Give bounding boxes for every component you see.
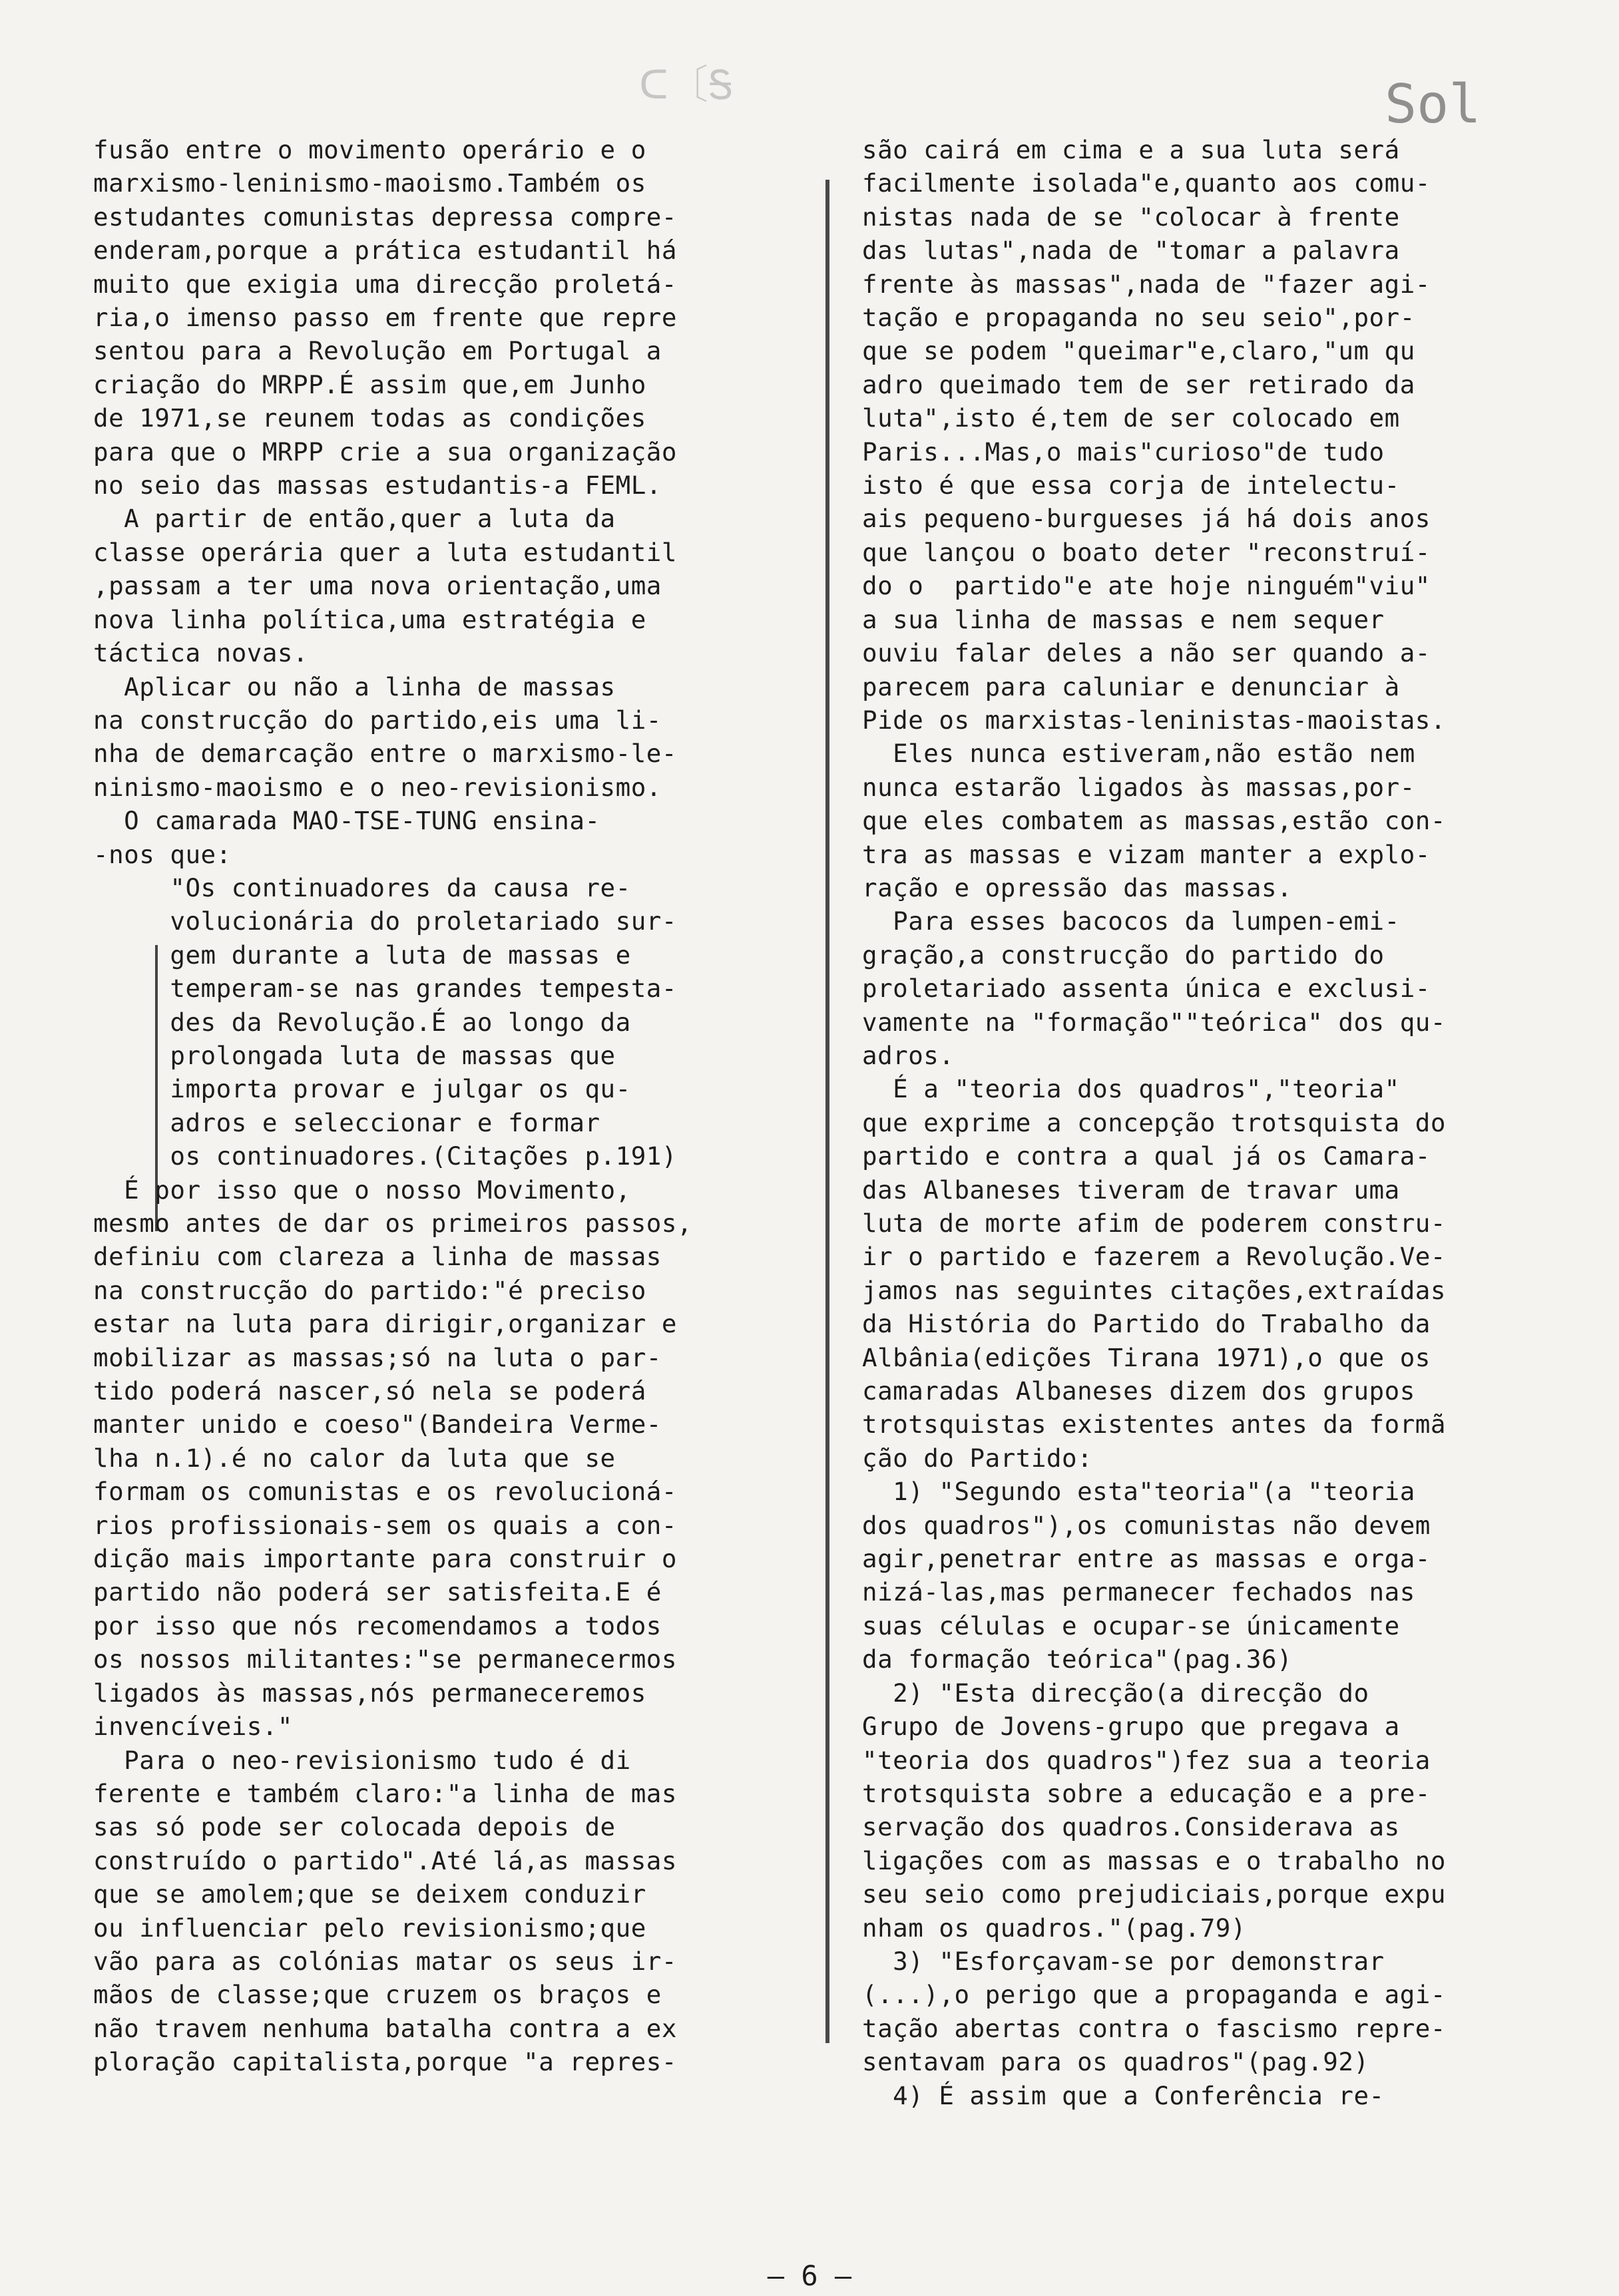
text-line: trotsquistas existentes antes da formã [862, 1410, 1446, 1439]
text-line: por isso que nós recomendamos a todos [93, 1611, 662, 1640]
text-line: da formação teórica"(pag.36) [862, 1644, 1293, 1674]
text-line: partido e contra a qual já os Camara- [862, 1141, 1431, 1171]
text-line: rios profissionais-sem os quais a con- [93, 1510, 677, 1540]
text-line: vamente na "formação""teórica" dos qu- [862, 1007, 1446, 1037]
text-line: que exprime a concepção trotsquista do [862, 1107, 1446, 1137]
text-line: enderam,porque a prática estudantil há [93, 236, 677, 266]
text-line: (...),o perigo que a propaganda e agi- [862, 1980, 1446, 2010]
text-line: dos quadros"),os comunistas não devem [862, 1510, 1431, 1540]
text-line: marxismo-leninismo-maoismo.Também os [93, 168, 646, 198]
text-line: trotsquista sobre a educação e a pre- [862, 1778, 1431, 1808]
text-line: formam os comunistas e os revolucioná- [93, 1477, 677, 1507]
text-line: É por isso que o nosso Movimento, [93, 1175, 631, 1205]
text-line: sas só pode ser colocada depois de [93, 1812, 616, 1842]
text-line: partido não poderá ser satisfeita.E é [93, 1577, 662, 1607]
text-line: ais pequeno-burgueses já há dois anos [862, 504, 1431, 534]
text-line: Pide os marxistas-leninistas-maoistas. [862, 705, 1446, 735]
text-line: A partir de então,quer a luta da [93, 504, 616, 534]
text-line: 4) É assim que a Conferência re- [862, 2080, 1385, 2110]
text-line: fusão entre o movimento operário e o [93, 135, 646, 164]
text-line: ligações com as massas e o trabalho no [862, 1845, 1446, 1875]
text-line: ninismo-maoismo e o neo-revisionismo. [93, 772, 662, 802]
text-line: 1) "Segundo esta"teoria"(a "teoria [862, 1477, 1415, 1507]
text-line: que eles combatem as massas,estão con- [862, 806, 1446, 836]
text-line: da História do Partido do Trabalho da [862, 1309, 1431, 1339]
text-line: sentou para a Revolução em Portugal a [93, 336, 662, 366]
text-line: camaradas Albaneses dizem dos grupos [862, 1376, 1415, 1406]
text-line: jamos nas seguintes citações,extraídas [862, 1275, 1446, 1305]
text-line: ligados às massas,nós permaneceremos [93, 1678, 646, 1708]
text-line: mãos de classe;que cruzem os braços e [93, 1980, 662, 2010]
text-line: ou influenciar pelo revisionismo;que [93, 1913, 646, 1943]
text-line: facilmente isolada"e,quanto aos comu- [862, 168, 1431, 198]
text-line: Aplicar ou não a linha de massas [93, 671, 616, 701]
text-line: nunca estarão ligados às massas,por- [862, 772, 1415, 802]
text-line: ferente e também claro:"a linha de mas [93, 1778, 677, 1808]
text-line: ouviu falar deles a não ser quando a- [862, 638, 1431, 668]
text-line: ploração capitalista,porque "a repres- [93, 2047, 677, 2077]
text-line: lha n.1).é no calor da luta que se [93, 1443, 616, 1473]
text-line: Eles nunca estiveram,não estão nem [862, 739, 1415, 769]
text-line: a sua linha de massas e nem sequer [862, 604, 1385, 634]
text-line: nha de demarcação entre o marxismo-le- [93, 739, 677, 769]
text-line: Paris...Mas,o mais"curioso"de tudo [862, 437, 1385, 467]
text-line: das lutas",nada de "tomar a palavra [862, 236, 1400, 266]
text-line: agir,penetrar entre as massas e orga- [862, 1544, 1431, 1574]
text-line: estar na luta para dirigir,organizar e [93, 1309, 677, 1339]
text-line: de 1971,se reunem todas as condições [93, 403, 646, 433]
text-line: muito que exigia uma direcção proletá- [93, 269, 677, 299]
text-line: nham os quadros."(pag.79) [862, 1913, 1246, 1943]
text-line: adros. [862, 1040, 955, 1070]
stamp-mark-corner: Sol [1385, 73, 1481, 135]
page-number: — 6 — [767, 2259, 852, 2292]
text-line: parecem para caluniar e denunciar à [862, 671, 1400, 701]
right-column [862, 133, 1528, 2112]
text-line: adro queimado tem de ser retirado da [862, 369, 1415, 399]
text-line: gem durante a luta de massas e [93, 940, 631, 970]
text-line: luta",isto é,tem de ser colocado em [862, 403, 1400, 433]
text-line: dição mais importante para construir o [93, 1544, 677, 1574]
text-line: manter unido e coeso"(Bandeira Verme- [93, 1410, 662, 1439]
text-line: tação abertas contra o fascismo repre- [862, 2013, 1446, 2043]
text-line: "Os continuadores da causa re- [93, 872, 631, 902]
text-line: "teoria dos quadros")fez sua a teoria [862, 1745, 1431, 1775]
text-line: des da Revolução.É ao longo da [93, 1007, 631, 1037]
text-line: Para esses bacocos da lumpen-emi- [862, 906, 1400, 936]
text-line: suas células e ocupar-se únicamente [862, 1611, 1400, 1640]
text-line: -nos que: [93, 839, 232, 869]
text-line: criação do MRPP.É assim que,em Junho [93, 369, 646, 399]
text-line: na construcção do partido:"é preciso [93, 1275, 646, 1305]
text-line: ,passam a ter uma nova orientação,uma [93, 571, 662, 601]
text-line: estudantes comunistas depressa compre- [93, 202, 677, 232]
text-line: ção do Partido: [862, 1443, 1093, 1473]
text-line: são cairá em cima e a sua luta será [862, 135, 1400, 164]
text-line: na construcção do partido,eis uma li- [93, 705, 662, 735]
text-line: construído o partido".Até lá,as massas [93, 1845, 677, 1875]
text-line: Albânia(edições Tirana 1971),o que os [862, 1342, 1431, 1372]
text-line: gração,a construcção do partido do [862, 940, 1385, 970]
text-line: ração e opressão das massas. [862, 872, 1293, 902]
text-line: ir o partido e fazerem a Revolução.Ve- [862, 1242, 1446, 1272]
text-line: que se podem "queimar"e,claro,"um qu [862, 336, 1415, 366]
text-line: isto é que essa corja de intelectu- [862, 471, 1400, 500]
text-line: O camarada MAO-TSE-TUNG ensina- [93, 806, 600, 836]
text-line: os continuadores.(Citações p.191) [93, 1141, 677, 1171]
text-line: Grupo de Jovens-grupo que pregava a [862, 1712, 1400, 1742]
stamp-mark-top: ᑕ〔Ꭶ [639, 62, 734, 108]
text-line: temperam-se nas grandes tempesta- [93, 974, 677, 1004]
text-line: tido poderá nascer,só nela se poderá [93, 1376, 646, 1406]
text-line: mobilizar as massas;só na luta o par- [93, 1342, 662, 1372]
text-line: vão para as colónias matar os seus ir- [93, 1946, 677, 1976]
text-line: para que o MRPP crie a sua organização [93, 437, 677, 467]
text-line: frente às massas",nada de "fazer agi- [862, 269, 1431, 299]
text-line: nistas nada de se "colocar à frente [862, 202, 1400, 232]
text-line: mesmo antes de dar os primeiros passos, [93, 1209, 692, 1238]
text-line: tra as massas e vizam manter a explo- [862, 839, 1431, 869]
text-line: tação e propaganda no seu seio",por- [862, 303, 1415, 333]
text-line: ria,o imenso passo em frente que repre [93, 303, 677, 333]
text-line: que lançou o boato deter "reconstruí- [862, 537, 1431, 567]
text-line: definiu com clareza a linha de massas [93, 1242, 662, 1272]
text-line: sentavam para os quadros"(pag.92) [862, 2047, 1369, 2077]
text-line: adros e seleccionar e formar [93, 1107, 600, 1137]
text-line: que se amolem;que se deixem conduzir [93, 1879, 646, 1909]
text-line: luta de morte afim de poderem constru- [862, 1209, 1446, 1238]
text-line: classe operária quer a luta estudantil [93, 537, 677, 567]
text-line: É a "teoria dos quadros","teoria" [862, 1074, 1400, 1104]
left-column [93, 133, 759, 2079]
text-line: não travem nenhuma batalha contra a ex [93, 2013, 677, 2043]
text-line: nizá-las,mas permanecer fechados nas [862, 1577, 1415, 1607]
text-line: seu seio como prejudiciais,porque expu [862, 1879, 1446, 1909]
text-line: servação dos quadros.Considerava as [862, 1812, 1400, 1842]
text-line: táctica novas. [93, 638, 309, 668]
text-line: volucionária do proletariado sur- [93, 906, 677, 936]
text-line: prolongada luta de massas que [93, 1040, 616, 1070]
text-line: do o partido"e ate hoje ninguém"viu" [862, 571, 1431, 601]
text-line: 2) "Esta direcção(a direcção do [862, 1678, 1369, 1708]
column-divider [825, 180, 829, 2043]
text-line: os nossos militantes:"se permanecermos [93, 1644, 677, 1674]
text-line: importa provar e julgar os qu- [93, 1074, 631, 1104]
text-line: invencíveis." [93, 1712, 293, 1742]
text-line: nova linha política,uma estratégia e [93, 604, 646, 634]
text-line: proletariado assenta única e exclusi- [862, 974, 1431, 1004]
text-line: das Albaneses tiveram de travar uma [862, 1175, 1400, 1205]
text-line: no seio das massas estudantis-a FEML. [93, 471, 662, 500]
text-line: 3) "Esforçavam-se por demonstrar [862, 1946, 1385, 1976]
text-line: Para o neo-revisionismo tudo é di [93, 1745, 631, 1775]
